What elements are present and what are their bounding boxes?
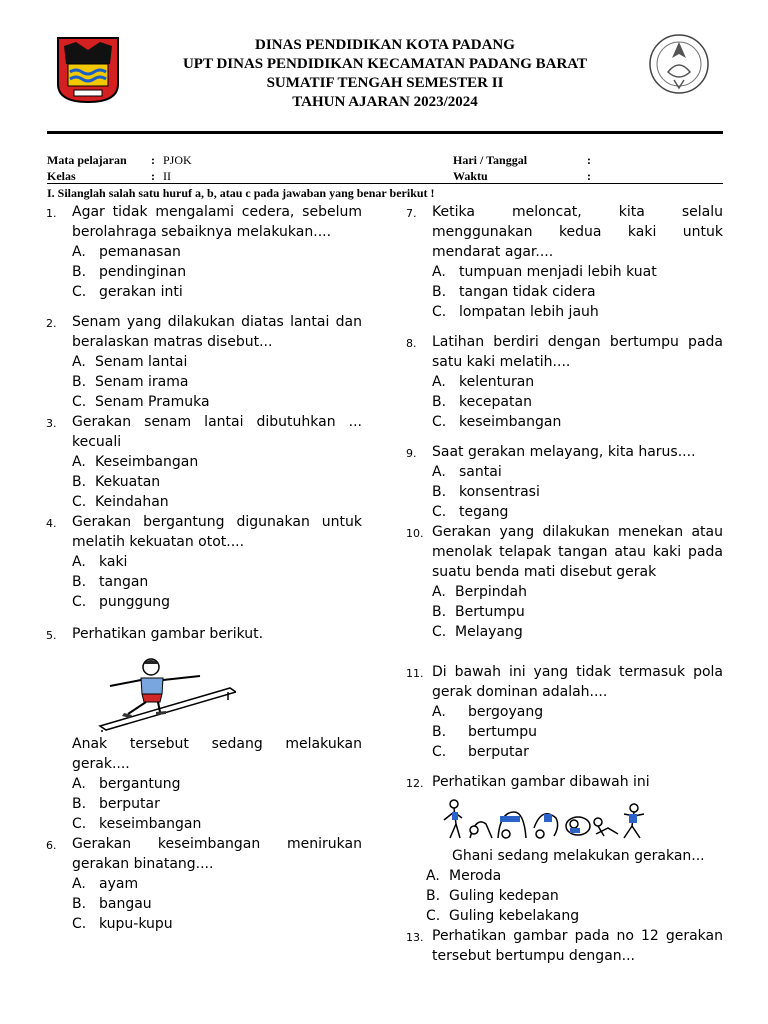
answer-options — [72, 774, 362, 834]
date-label: Hari / Tanggal — [453, 153, 528, 167]
document-header — [0, 0, 768, 140]
option-a[interactable]: A. santai — [432, 464, 502, 480]
answer-options — [72, 874, 362, 934]
question-number: 8. — [406, 337, 417, 350]
answer-options — [432, 462, 723, 522]
date-colon: : — [587, 153, 591, 167]
header-line-1: DINAS PENDIDIKAN KOTA PADANG — [255, 37, 515, 53]
question-number: 2. — [46, 317, 57, 330]
question-number: 6. — [46, 839, 57, 852]
option-b[interactable]: B. tangan tidak cidera — [432, 284, 596, 300]
option-c[interactable]: C. keseimbangan — [72, 816, 202, 832]
subject-colon: : — [151, 153, 155, 167]
time-label: Waktu — [453, 169, 488, 183]
option-a[interactable]: A. Keseimbangan — [72, 454, 199, 470]
tut-wuri-handayani-logo — [648, 28, 710, 104]
question-number: 4. — [46, 517, 57, 530]
question-column-left — [46, 202, 362, 934]
question-2 — [46, 312, 362, 412]
identity-fields — [47, 152, 723, 184]
question-3 — [46, 412, 362, 512]
question-number: 1. — [46, 207, 57, 220]
question-number: 5. — [46, 629, 57, 642]
class-label: Kelas — [47, 169, 76, 183]
answer-options — [426, 866, 723, 926]
option-c[interactable]: C. kupu-kupu — [72, 916, 173, 932]
option-c[interactable]: C. Guling kebelakang — [426, 908, 580, 924]
question-number: 13. — [406, 931, 424, 944]
option-b[interactable]: B. tangan — [72, 574, 149, 590]
question-text: Perhatikan gambar berikut. — [72, 626, 264, 642]
header-titles — [130, 36, 640, 112]
option-a[interactable]: A. tumpuan menjadi lebih kuat — [432, 264, 657, 280]
question-7 — [406, 202, 723, 322]
question-number: 10. — [406, 527, 424, 540]
subject-value: PJOK — [163, 153, 192, 167]
question-number: 9. — [406, 447, 417, 460]
option-c[interactable]: C. gerakan inti — [72, 284, 183, 300]
option-a[interactable]: A. bergoyang — [432, 704, 544, 720]
padang-city-logo — [56, 36, 120, 104]
child-on-balance-beam-image — [96, 656, 236, 732]
option-a[interactable]: A. Berpindah — [432, 584, 527, 600]
question-text: Ketika meloncat, kita selalu menggunakan kedua kaki untuk mendarat agar.... — [432, 204, 723, 260]
question-9 — [406, 442, 723, 522]
option-b[interactable]: B. Guling kedepan — [426, 888, 559, 904]
question-10 — [406, 522, 723, 642]
question-5 — [46, 624, 362, 834]
question-number: 3. — [46, 417, 57, 430]
class-colon: : — [151, 169, 155, 183]
answer-options — [432, 262, 723, 322]
option-b[interactable]: B. pendinginan — [72, 264, 187, 280]
instruction: I. Silanglah salah satu huruf a, b, atau c pada jawaban yang benar berikut ! — [47, 186, 435, 200]
answer-options — [432, 582, 723, 642]
class-value: II — [163, 169, 171, 183]
question-6 — [46, 834, 362, 934]
option-a[interactable]: A. kelenturan — [432, 374, 535, 390]
question-number: 7. — [406, 207, 417, 220]
answer-options — [432, 372, 723, 432]
option-b[interactable]: B. Kekuatan — [72, 474, 161, 490]
option-c[interactable]: C. berputar — [432, 744, 529, 760]
option-b[interactable]: B. berputar — [72, 796, 160, 812]
subject-label: Mata pelajaran — [47, 153, 127, 167]
option-c[interactable]: C. lompatan lebih jauh — [432, 304, 599, 320]
question-number: 11. — [406, 667, 424, 680]
question-4 — [46, 512, 362, 612]
option-a[interactable]: A. kaki — [72, 554, 128, 570]
header-divider — [47, 131, 723, 134]
header-line-4: TAHUN AJARAN 2023/2024 — [292, 94, 478, 110]
question-text: Agar tidak mengalami cedera, sebelum berolahraga sebaiknya melakukan.... — [72, 204, 362, 240]
question-13 — [406, 926, 723, 966]
answer-options — [432, 702, 723, 762]
header-line-3: SUMATIF TENGAH SEMESTER II — [266, 75, 504, 91]
question-text: Saat gerakan melayang, kita harus.... — [432, 444, 696, 460]
question-11 — [406, 662, 723, 762]
question-number: 12. — [406, 777, 424, 790]
answer-options — [72, 552, 362, 612]
option-c[interactable]: C. Senam Pramuka — [72, 394, 210, 410]
option-b[interactable]: B. Bertumpu — [432, 604, 525, 620]
option-b[interactable]: B. konsentrasi — [432, 484, 540, 500]
option-c[interactable]: C. Keindahan — [72, 494, 169, 510]
option-b[interactable]: B. kecepatan — [432, 394, 532, 410]
question-text: Gerakan bergantung digunakan untuk melatih kekuatan otot.... — [72, 514, 362, 550]
option-b[interactable]: B. bertumpu — [432, 724, 538, 740]
option-a[interactable]: A. pemanasan — [72, 244, 181, 260]
question-text: Latihan berdiri dengan bertumpu pada satu kaki melatih.... — [432, 334, 723, 370]
option-a[interactable]: A. Meroda — [426, 868, 502, 884]
roll-sequence-illustration — [440, 798, 646, 842]
option-c[interactable]: C. tegang — [432, 504, 509, 520]
answer-options — [72, 352, 362, 412]
option-a[interactable]: A. ayam — [72, 876, 139, 892]
option-b[interactable]: B. bangau — [72, 896, 152, 912]
question-8 — [406, 332, 723, 432]
header-line-2: UPT DINAS PENDIDIKAN KECAMATAN PADANG BARAT — [182, 56, 588, 72]
question-text: Gerakan yang dilakukan menekan atau menolak telapak tangan atau kaki pada suatu benda mati disebut gerak — [432, 524, 723, 580]
question-text: Gerakan keseimbangan menirukan gerakan binatang.... — [72, 836, 362, 872]
balance-beam-illustration — [96, 656, 236, 732]
answer-options — [72, 242, 362, 302]
time-colon: : — [587, 169, 591, 183]
question-text: Perhatikan gambar pada no 12 gerakan tersebut bertumpu dengan... — [432, 928, 723, 964]
question-column-right — [406, 202, 723, 966]
option-a[interactable]: A. bergantung — [72, 776, 181, 792]
question-text: Perhatikan gambar dibawah ini — [432, 774, 650, 790]
forward-roll-sequence-image — [440, 798, 646, 842]
option-b[interactable]: B. Senam irama — [72, 374, 189, 390]
question-12 — [406, 772, 723, 926]
option-c[interactable]: C. punggung — [72, 594, 171, 610]
question-text-continued: Ghani sedang melakukan gerakan... — [452, 848, 705, 864]
option-a[interactable]: A. Senam lantai — [72, 354, 188, 370]
question-text: Di bawah ini yang tidak termasuk pola gerak dominan adalah.... — [432, 664, 723, 700]
question-1 — [46, 202, 362, 302]
question-text-continued: Anak tersebut sedang melakukan gerak.... — [72, 736, 362, 772]
option-c[interactable]: C. Melayang — [432, 624, 523, 640]
answer-options — [72, 452, 362, 512]
option-c[interactable]: C. keseimbangan — [432, 414, 562, 430]
question-text: Senam yang dilakukan diatas lantai dan beralaskan matras disebut... — [72, 314, 362, 350]
question-text: Gerakan senam lantai dibutuhkan ... kecuali — [72, 414, 362, 450]
